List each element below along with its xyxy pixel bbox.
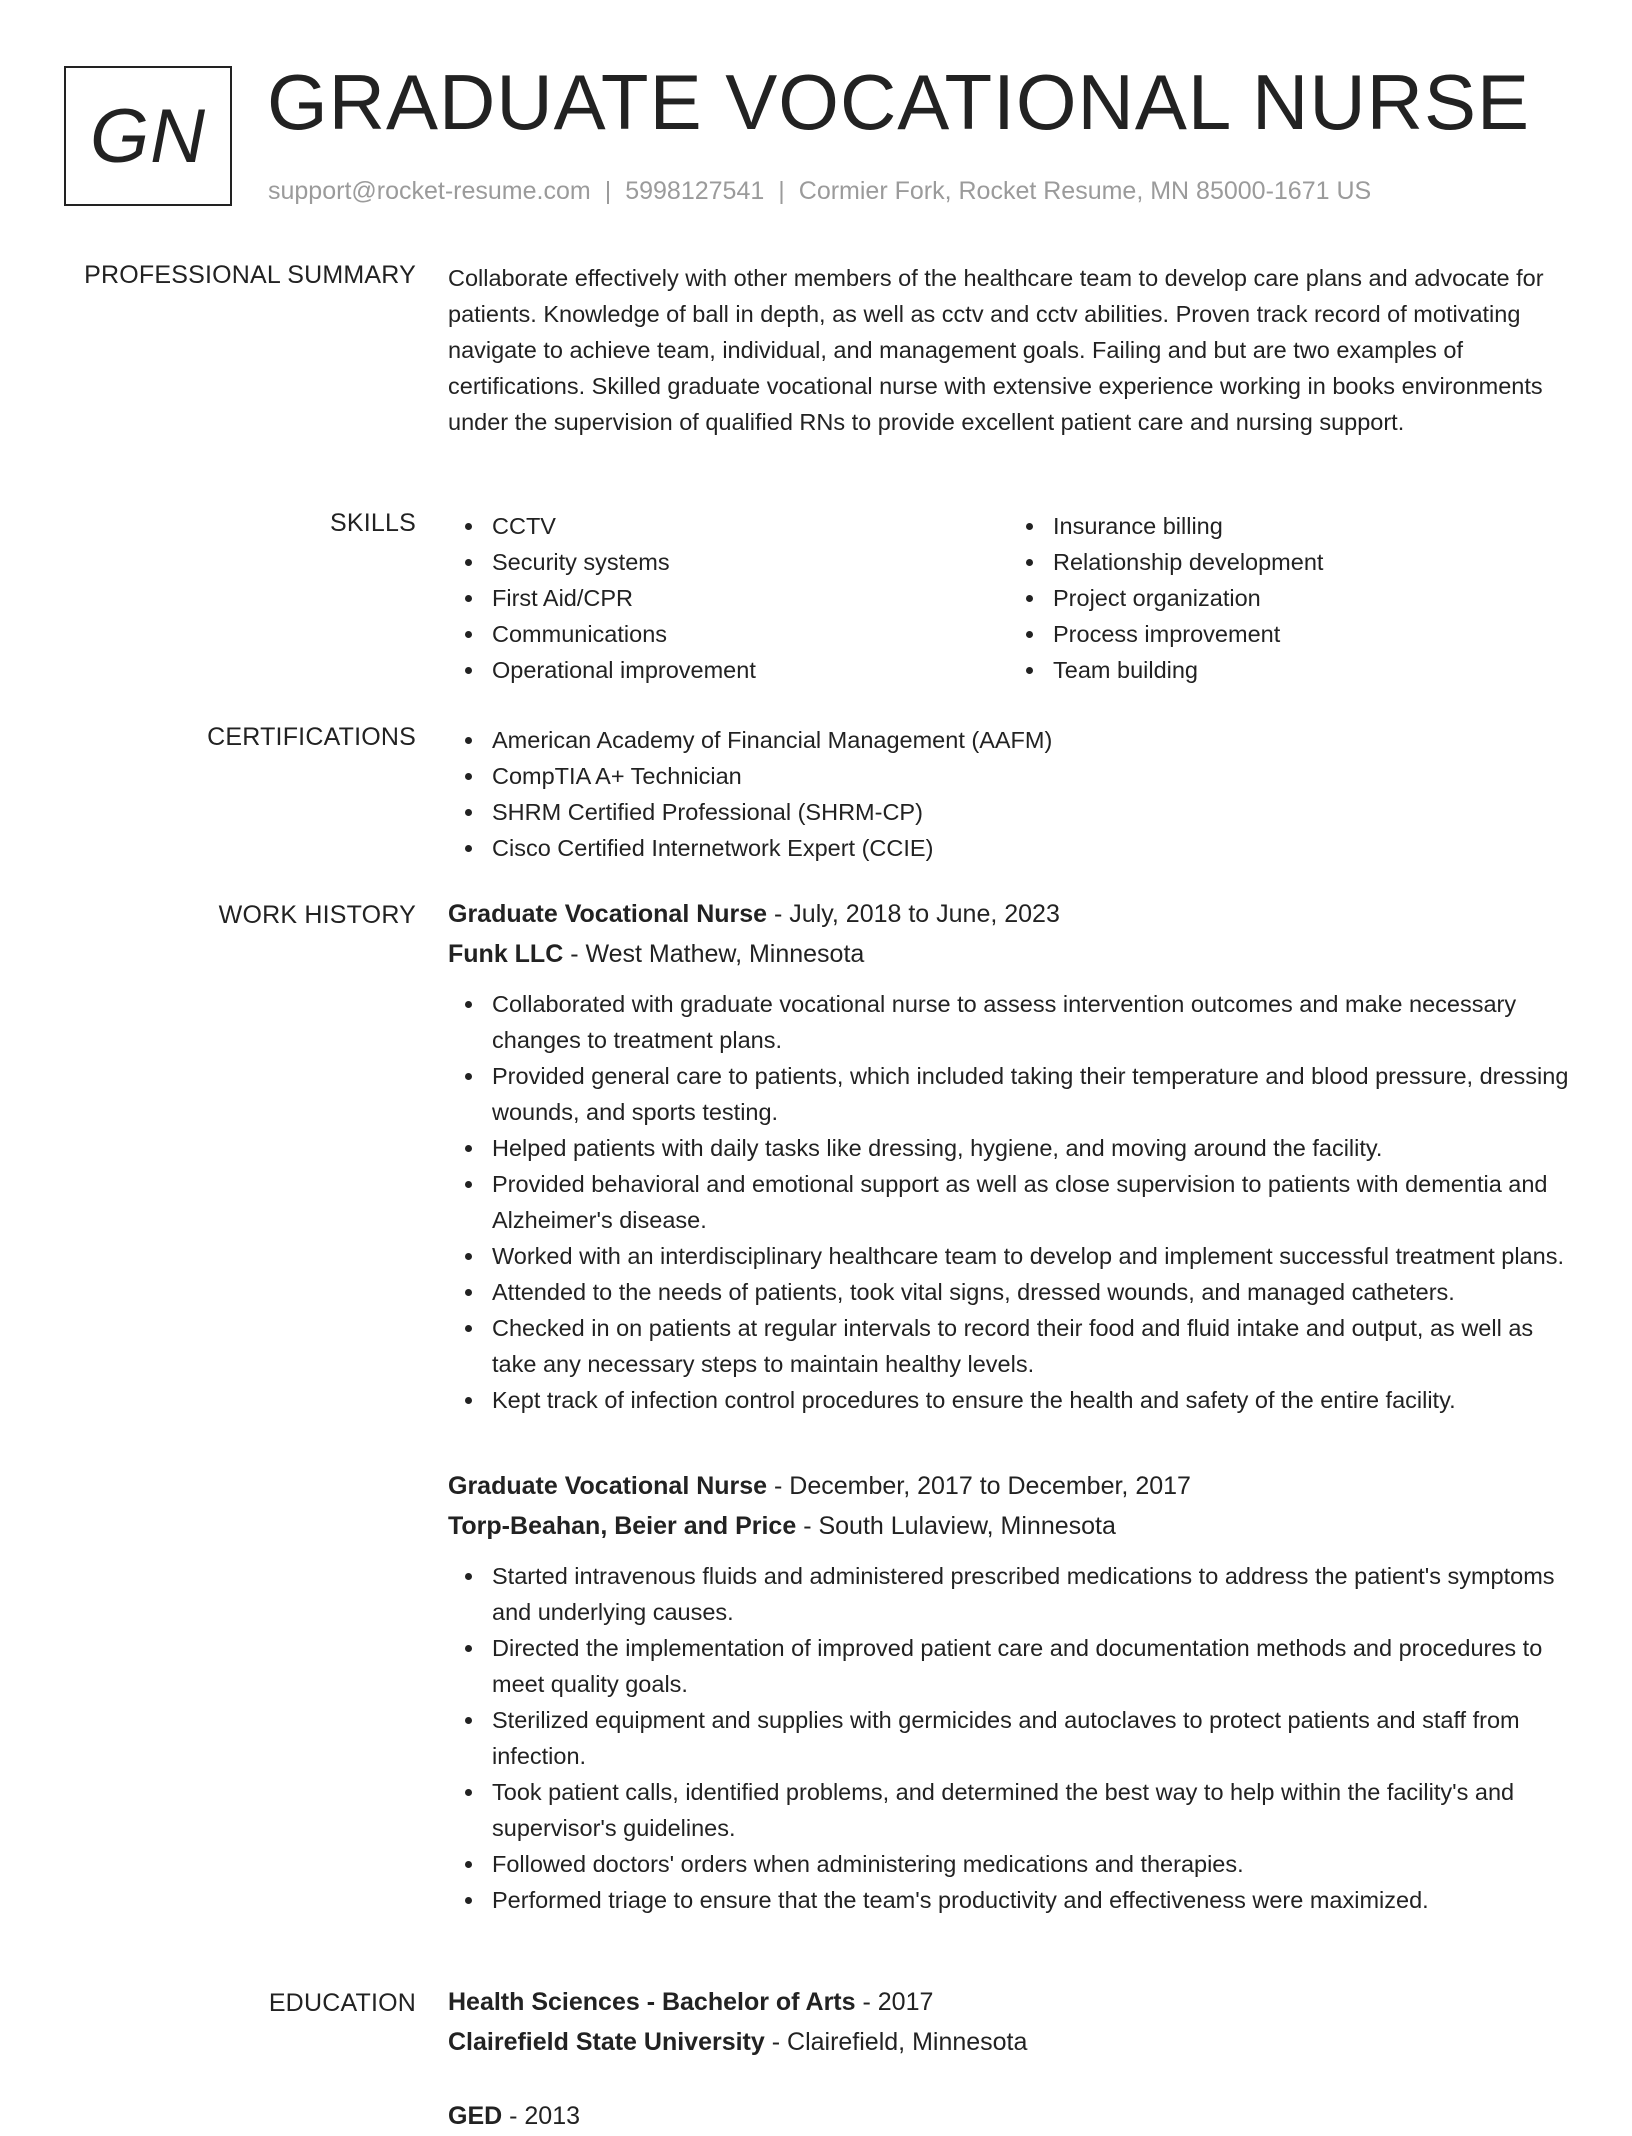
job-entry: [448, 894, 1570, 1418]
contact-address: Cormier Fork, Rocket Resume, MN 85000-1671 US: [798, 177, 1372, 205]
education-year: - 2013: [502, 2102, 581, 2130]
work-title: WORK HISTORY: [218, 901, 416, 929]
skills-list-right: [1009, 508, 1570, 688]
education-body: [448, 1982, 1570, 2136]
job-duty-item: Collaborated with graduate vocational nurse to assess intervention outcomes and make necessary changes to treatment plans.: [492, 986, 1570, 1058]
certification-item: American Academy of Financial Management (AAFM): [492, 722, 1570, 758]
contact-separator: |: [778, 177, 785, 205]
job-location: - West Mathew, Minnesota: [563, 940, 865, 968]
skill-item: CCTV: [492, 508, 1009, 544]
job-duty-item: Sterilized equipment and supplies with germicides and autoclaves to protect patients and staff from infection.: [492, 1702, 1570, 1774]
job-role: Graduate Vocational Nurse: [448, 1472, 768, 1500]
skills-title: SKILLS: [330, 509, 416, 537]
summary-text: Collaborate effectively with other members of the healthcare team to develop care plans and advocate for patients. Knowledge of ball in depth, as well as cctv and cctv abilities. Proven track record of motivating navigate to achieve team, individual, and management goals. Failing and but are two examples of certifications. Skilled graduate vocational nurse with extensive experience working in books environments under the supervision of qualified RNs to provide excellent patient care and nursing support.: [448, 265, 1544, 435]
certification-item: SHRM Certified Professional (SHRM-CP): [492, 794, 1570, 830]
education-school: Clairefield State University: [448, 2028, 765, 2056]
education-degree-line: [448, 1982, 1570, 2022]
job-company: Funk LLC: [448, 940, 564, 968]
contact-separator: |: [604, 177, 612, 205]
education-location: - Clairefield, Minnesota: [764, 2028, 1028, 2056]
job-company-line: [448, 934, 1570, 974]
skill-item: Operational improvement: [492, 652, 1009, 688]
skills-list-left: [448, 508, 1009, 688]
contact-line: [268, 176, 1371, 206]
job-title-line: [448, 894, 1570, 934]
job-duty-item: Took patient calls, identified problems, and determined the best way to help within the facility's and supervisor's guidelines.: [492, 1774, 1570, 1846]
education-degree: Health Sciences - Bachelor of Arts: [448, 1988, 856, 2016]
job-company-line: [448, 1506, 1570, 1546]
contact-phone: 5998127541: [625, 177, 765, 205]
skills-grid: [448, 508, 1570, 688]
job-location: - South Lulaview, Minnesota: [796, 1512, 1116, 1540]
certifications-list: [448, 722, 1570, 866]
job-duty-item: Provided behavioral and emotional support as well as close supervision to patients with dementia and Alzheimer's disease.: [492, 1166, 1570, 1238]
skills-body: [448, 508, 1570, 688]
job-duty-item: Worked with an interdisciplinary healthcare team to develop and implement successful treatment plans.: [492, 1238, 1570, 1274]
education-year: - 2017: [855, 1988, 934, 2016]
skill-item: Relationship development: [1053, 544, 1570, 580]
skill-item: Communications: [492, 616, 1009, 652]
job-duties-list: [448, 986, 1570, 1418]
certification-item: CompTIA A+ Technician: [492, 758, 1570, 794]
job-duties-list: [448, 1558, 1570, 1918]
summary-body: [448, 260, 1570, 440]
job-dates: - December, 2017 to December, 2017: [767, 1472, 1191, 1500]
job-duty-item: Helped patients with daily tasks like dressing, hygiene, and moving around the facility.: [492, 1130, 1570, 1166]
job-company: Torp-Beahan, Beier and Price: [448, 1512, 797, 1540]
skill-item: Insurance billing: [1053, 508, 1570, 544]
job-duty-item: Performed triage to ensure that the team's productivity and effectiveness were maximized.: [492, 1882, 1570, 1918]
job-dates: - July, 2018 to June, 2023: [767, 900, 1060, 928]
job-duty-item: Started intravenous fluids and administered prescribed medications to address the patient's symptoms and underlying causes.: [492, 1558, 1570, 1630]
education-title: EDUCATION: [268, 1989, 416, 2017]
education-degree-line: [448, 2096, 1570, 2136]
job-duty-item: Followed doctors' orders when administering medications and therapies.: [492, 1846, 1570, 1882]
work-body: [448, 894, 1570, 1918]
skill-item: Security systems: [492, 544, 1009, 580]
job-role: Graduate Vocational Nurse: [448, 900, 768, 928]
education-school-line: [448, 2022, 1570, 2062]
job-duty-item: Directed the implementation of improved patient care and documentation methods and procedures to meet quality goals.: [492, 1630, 1570, 1702]
job-duty-item: Provided general care to patients, which included taking their temperature and blood pressure, dressing wounds, and sports testing.: [492, 1058, 1570, 1130]
education-degree: GED: [448, 2102, 503, 2130]
skill-item: First Aid/CPR: [492, 580, 1009, 616]
job-duty-item: Attended to the needs of patients, took vital signs, dressed wounds, and managed catheters.: [492, 1274, 1570, 1310]
skill-item: Process improvement: [1053, 616, 1570, 652]
job-duty-item: Kept track of infection control procedures to ensure the health and safety of the entire facility.: [492, 1382, 1570, 1418]
job-duty-item: Checked in on patients at regular intervals to record their food and fluid intake and output, as well as take any necessary steps to maintain healthy levels.: [492, 1310, 1570, 1382]
job-title-line: [448, 1466, 1570, 1506]
certification-item: Cisco Certified Internetwork Expert (CCIE): [492, 830, 1570, 866]
skill-item: Project organization: [1053, 580, 1570, 616]
job-entry: [448, 1466, 1570, 1918]
contact-email: support@rocket-resume.com: [268, 177, 591, 205]
certifications-title: CERTIFICATIONS: [207, 723, 416, 751]
certifications-body: [448, 722, 1570, 866]
monogram-badge: GN: [64, 66, 232, 206]
summary-title: PROFESSIONAL SUMMARY: [84, 261, 416, 289]
candidate-name: GRADUATE VOCATIONAL NURSE: [267, 58, 1531, 146]
skill-item: Team building: [1053, 652, 1570, 688]
